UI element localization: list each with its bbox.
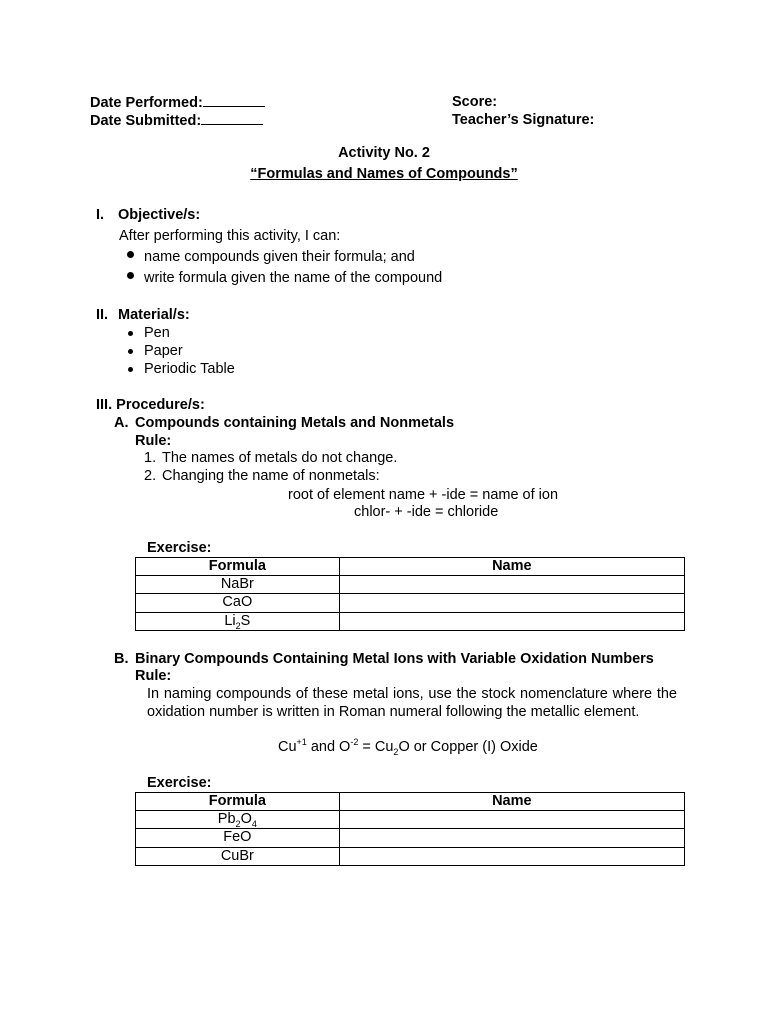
objective-item-1: name compounds given their formula; and bbox=[144, 249, 415, 265]
objectives-number: I. bbox=[96, 207, 105, 223]
name-answer-cell[interactable] bbox=[339, 829, 684, 847]
date-submitted-label: Date Submitted: bbox=[90, 113, 202, 129]
activity-number: Activity No. 2 bbox=[338, 145, 430, 161]
formula-subscript: 2 bbox=[235, 819, 241, 830]
date-submitted-blank[interactable] bbox=[201, 111, 263, 125]
rule-1-text: The names of metals do not change. bbox=[162, 450, 398, 466]
rule-2-text: Changing the name of nonmetals: bbox=[162, 468, 380, 484]
table-row bbox=[136, 594, 685, 612]
material-item-2: Paper bbox=[144, 343, 183, 359]
formula-text: Pb bbox=[217, 811, 236, 828]
objectives-heading: Objective/s: bbox=[118, 207, 201, 223]
formula-rule-line: root of element name + -ide = name of ion bbox=[288, 487, 559, 503]
example-text: and O bbox=[306, 739, 351, 755]
formula-cell: CaO bbox=[136, 594, 340, 612]
name-answer-cell[interactable] bbox=[339, 847, 684, 865]
section-a-letter: A. bbox=[114, 415, 129, 431]
date-performed-row bbox=[90, 93, 265, 112]
formula-example-line: chlor- + -ide = chloride bbox=[354, 504, 499, 520]
section-b-rule-text: In naming compounds of these metal ions, use the stock nomenclature where the oxidation number is written in Roman numeral following the metallic element. bbox=[147, 686, 677, 720]
objective-item-2: write formula given the name of the compound bbox=[144, 270, 443, 286]
formula-cell bbox=[136, 612, 340, 630]
section-a-rule-label: Rule: bbox=[135, 433, 172, 449]
example-text: Cu bbox=[278, 739, 297, 755]
section-b-title: Binary Compounds Containing Metal Ions with Variable Oxidation Numbers bbox=[135, 651, 654, 667]
materials-number: II. bbox=[96, 307, 109, 323]
exercise-a-label: Exercise: bbox=[147, 540, 212, 556]
example-text: O or Copper (I) Oxide bbox=[398, 739, 538, 755]
formula-text: O bbox=[240, 811, 252, 828]
oxidation-example bbox=[278, 738, 538, 756]
name-answer-cell[interactable] bbox=[339, 594, 684, 612]
material-item-1: Pen bbox=[144, 325, 170, 341]
table-row bbox=[136, 811, 685, 829]
example-text: = Cu bbox=[358, 739, 394, 755]
formula-cell: CuBr bbox=[136, 847, 340, 865]
name-answer-cell[interactable] bbox=[339, 576, 684, 594]
rule-1-number: 1. bbox=[144, 450, 157, 466]
example-superscript: -2 bbox=[350, 737, 359, 748]
table-row bbox=[136, 612, 685, 630]
objectives-intro: After performing this activity, I can: bbox=[119, 228, 341, 244]
activity-title bbox=[0, 165, 768, 183]
date-submitted-row bbox=[90, 111, 263, 130]
exercise-b-table bbox=[135, 792, 685, 866]
name-answer-cell[interactable] bbox=[339, 612, 684, 630]
formula-text: Li bbox=[224, 612, 236, 629]
table-header-row bbox=[136, 793, 685, 811]
exercise-b-label: Exercise: bbox=[147, 775, 212, 791]
table-header-row bbox=[136, 558, 685, 576]
table-row bbox=[136, 829, 685, 847]
example-superscript: +1 bbox=[296, 737, 307, 748]
formula-subscript: 2 bbox=[235, 620, 241, 631]
name-column-header: Name bbox=[339, 558, 684, 576]
activity-title-text: “Formulas and Names of Compounds” bbox=[250, 166, 518, 182]
section-b-letter: B. bbox=[114, 651, 129, 667]
date-performed-label: Date Performed: bbox=[90, 95, 203, 111]
section-b-rule-label: Rule: bbox=[135, 668, 172, 684]
formula-subscript: 4 bbox=[251, 819, 257, 830]
name-column-header: Name bbox=[339, 793, 684, 811]
table-row bbox=[136, 847, 685, 865]
bullet-icon bbox=[128, 367, 133, 372]
exercise-a-table bbox=[135, 557, 685, 631]
date-performed-blank[interactable] bbox=[203, 93, 265, 107]
section-a-title: Compounds containing Metals and Nonmetals bbox=[135, 415, 455, 431]
formula-cell: NaBr bbox=[136, 576, 340, 594]
procedure-heading: III. Procedure/s: bbox=[96, 397, 205, 413]
formula-text: S bbox=[240, 612, 251, 629]
bullet-icon bbox=[127, 272, 134, 279]
materials-heading: Material/s: bbox=[118, 307, 190, 323]
formula-column-header: Formula bbox=[136, 558, 340, 576]
bullet-icon bbox=[127, 251, 134, 258]
score-label: Score: bbox=[452, 94, 498, 110]
table-row bbox=[136, 576, 685, 594]
formula-column-header: Formula bbox=[136, 793, 340, 811]
formula-cell: FeO bbox=[136, 829, 340, 847]
material-item-3: Periodic Table bbox=[144, 361, 235, 377]
example-subscript: 2 bbox=[393, 746, 399, 757]
bullet-icon bbox=[128, 331, 133, 336]
teacher-signature-label: Teacher’s Signature: bbox=[452, 112, 595, 128]
rule-2-number: 2. bbox=[144, 468, 157, 484]
formula-cell bbox=[136, 811, 340, 829]
name-answer-cell[interactable] bbox=[339, 811, 684, 829]
bullet-icon bbox=[128, 349, 133, 354]
